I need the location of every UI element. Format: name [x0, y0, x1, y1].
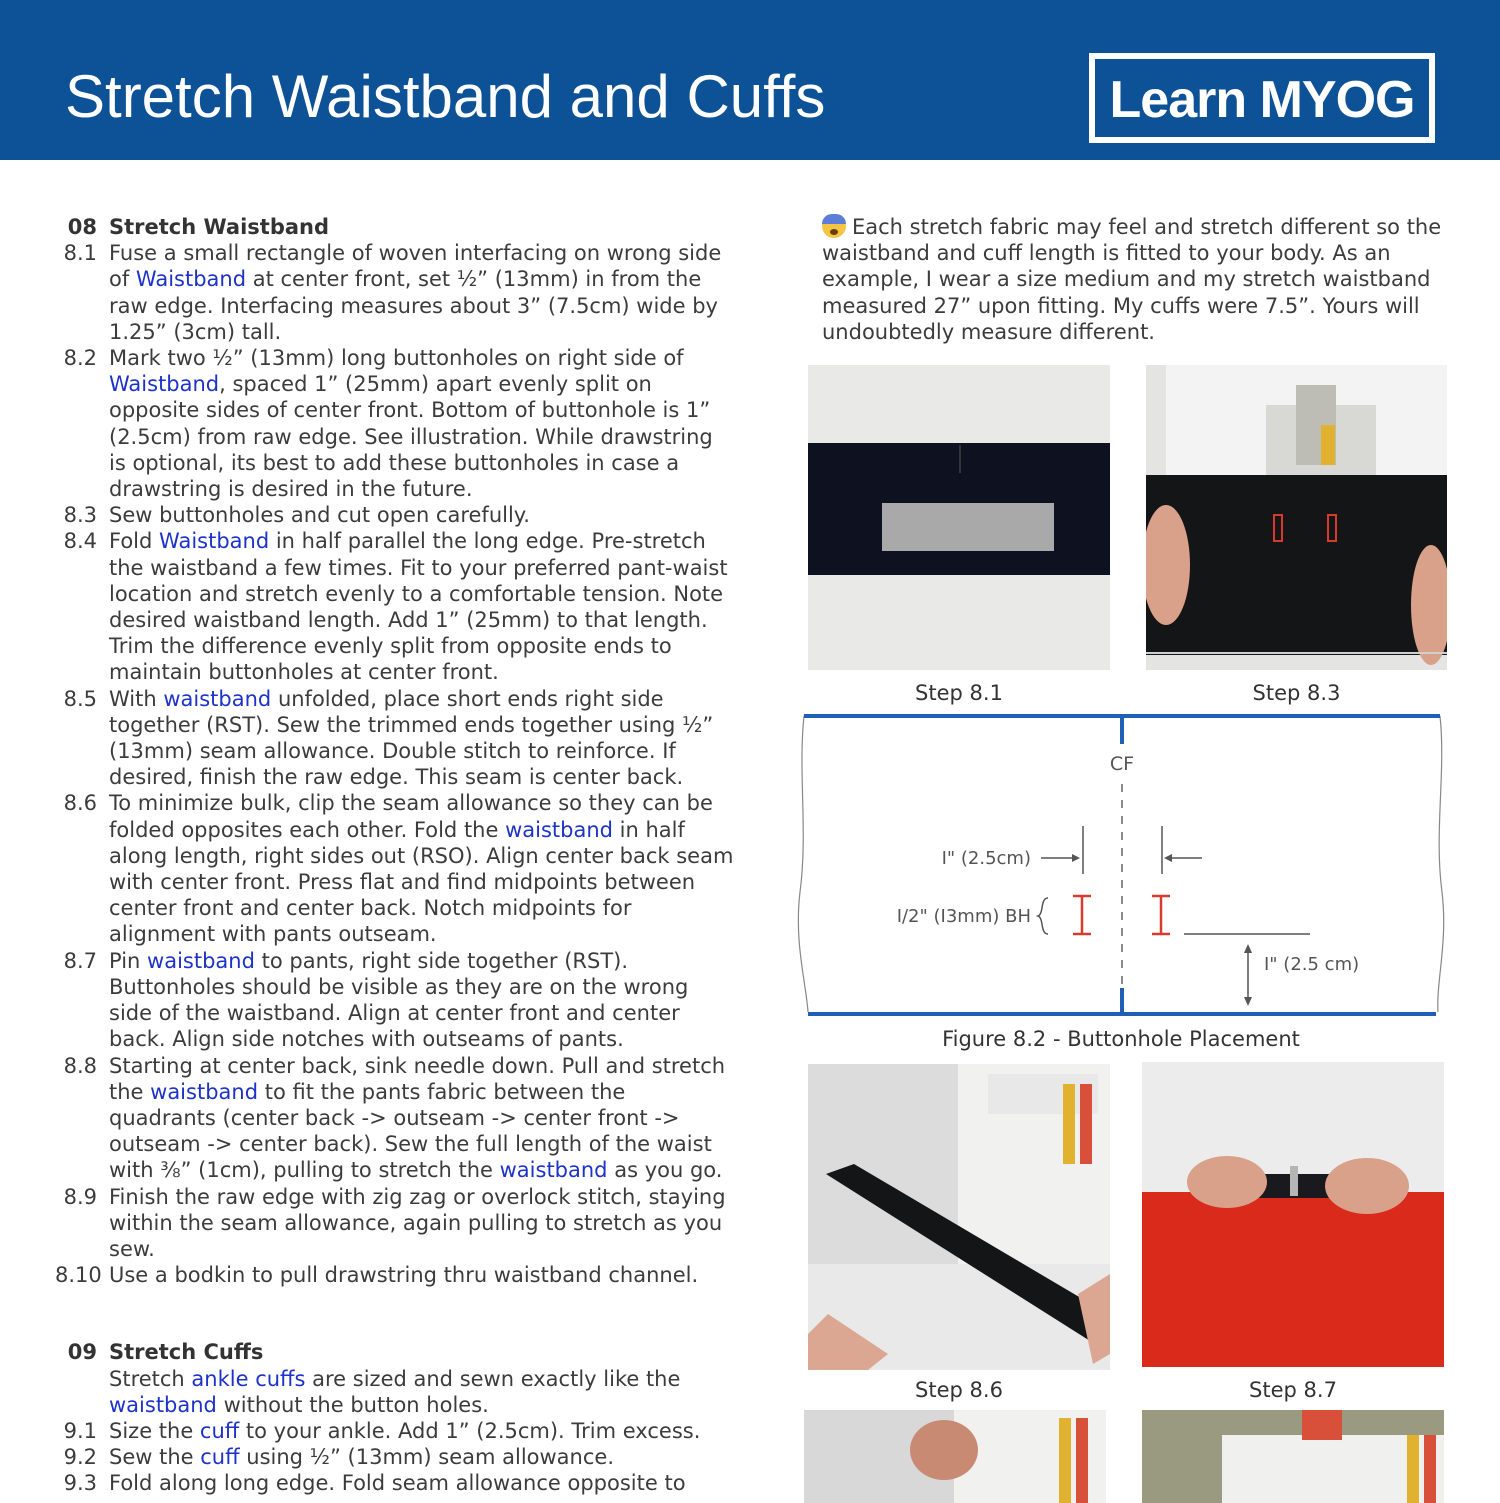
- note-text: Each stretch fabric may feel and stretch different so the waistband and cuff length is fitted to your body. As an example, I wear a size medium and my stretch waistband measured 27” upon fitting. My cuffs were 7.5”. Yours will undoubtedly measure different.: [822, 215, 1442, 344]
- pin-waistband-image: [1142, 1062, 1444, 1367]
- step-text: [109, 502, 735, 528]
- edge-distance-label: I" (2.5 cm): [1264, 954, 1360, 975]
- step-8-3-photo: [1146, 365, 1447, 670]
- step-photo-partial-right: [1142, 1410, 1444, 1503]
- page-title: Stretch Waistband and Cuffs: [65, 63, 826, 130]
- step-text: [109, 686, 735, 791]
- step-row: [55, 1444, 735, 1470]
- step-row: [55, 345, 735, 502]
- waistband-link[interactable]: Waistband: [109, 372, 220, 397]
- step-text: [109, 1262, 735, 1288]
- text: to fit the pants fabric between the quadrants (center back -> outseam -> center front -> outseam -> center back). Sew the full length of the waist with ⅜” (1cm), pulling to stretch the: [109, 1079, 712, 1183]
- text: Finish the raw edge with zig zag or overlock stitch, staying within the seam allowance, again pulling to stretch as you sew.: [109, 1184, 726, 1261]
- cuff-link[interactable]: cuff: [199, 1418, 240, 1443]
- figure-caption: Figure 8.2 - Buttonhole Placement: [942, 1027, 1300, 1051]
- learn-myog-logo[interactable]: Learn MYOG: [1089, 53, 1435, 143]
- text: Sew the: [109, 1445, 201, 1470]
- step-8-6-caption: Step 8.6: [915, 1378, 1003, 1402]
- section-title: Stretch Waistband: [109, 215, 330, 239]
- text: To minimize bulk, clip the seam allowance so they can be folded opposites each other. Fold the: [109, 791, 713, 842]
- step-number: 8.10: [55, 1263, 102, 1288]
- text: Mark two ½” (13mm) long buttonholes on right side of: [109, 346, 684, 371]
- waistband-link[interactable]: waistband: [505, 817, 613, 842]
- step-number: 9.3: [63, 1471, 97, 1496]
- step-8-3-caption: Step 8.3: [1252, 681, 1341, 705]
- step-8-1-caption: Step 8.1: [915, 681, 1003, 705]
- spacer: [55, 1314, 735, 1339]
- section-08-steps: [55, 240, 735, 1288]
- instructions-column: [55, 214, 735, 1497]
- buttonhole-placement-figure: [796, 712, 1446, 1018]
- cuff-link[interactable]: cuff: [200, 1445, 240, 1470]
- step-row: [55, 528, 735, 685]
- step-text: [109, 948, 735, 1053]
- step-text: [109, 790, 735, 947]
- overlock-partial-image: [804, 1410, 1106, 1503]
- waistband-link[interactable]: Waistband: [135, 267, 247, 292]
- section-09-steps: [55, 1418, 735, 1497]
- fitting-note: [822, 214, 1442, 345]
- page-header: [0, 0, 1500, 160]
- waistband-link[interactable]: waistband: [150, 1079, 259, 1104]
- text: to pants, right side together (RST). Buttonholes should be visible as they are on the wrong side of the waistband. Align at center front and center back. Align side notches with outseams of pants.: [109, 948, 689, 1052]
- step-text: [109, 240, 735, 345]
- step-text: [109, 1470, 735, 1496]
- text: Sew buttonholes and cut open carefully.: [109, 503, 530, 528]
- step-row: [55, 686, 735, 791]
- step-text: [109, 1418, 735, 1444]
- waistband-link[interactable]: waistband: [499, 1158, 608, 1183]
- section-08-heading: [55, 214, 735, 240]
- step-number: 8.4: [63, 529, 97, 554]
- waistband-interfacing-image: [808, 365, 1110, 670]
- waistband-link[interactable]: Waistband: [159, 529, 270, 554]
- step-number: 8.3: [63, 503, 97, 528]
- step-photo-partial-left: [804, 1410, 1106, 1503]
- step-row: [55, 1418, 735, 1444]
- section-title: Stretch Cuffs: [109, 1340, 264, 1365]
- spacer: [55, 1288, 735, 1314]
- text: to your ankle. Add 1” (2.5cm). Trim excess.: [239, 1418, 701, 1443]
- text: Fold: [109, 529, 160, 554]
- machine-partial-image: [1142, 1410, 1444, 1503]
- step-row: [55, 1053, 735, 1184]
- text: are sized and sewn exactly like the: [305, 1366, 681, 1391]
- text: Starting at center back, sink needle down. Pull and stretch the: [109, 1053, 726, 1104]
- step-8-1-photo: [808, 365, 1110, 670]
- text: in half parallel the long edge. Pre-stretch the waistband a few times. Fit to your preferred pant-waist location and stretch evenly to a comfortable tension. Note desired waistband length. Add 1” (25mm) to that length. Trim the difference evenly split from opposite ends to maintain buttonholes at center front.: [109, 529, 728, 685]
- step-number: 8.2: [63, 346, 97, 371]
- section-number: 08: [67, 215, 97, 239]
- step-number: 8.5: [63, 686, 97, 711]
- text: , spaced 1” (25mm) apart evenly split on opposite sides of center front. Bottom of buttonhole is 1” (2.5cm) from raw edge. See illustration. While drawstring is optional, its best to add these buttonholes in case a drawstring is desired in the future.: [109, 372, 713, 502]
- text: With: [109, 686, 164, 711]
- text: without the button holes.: [216, 1392, 489, 1417]
- overlock-seam-image: [808, 1064, 1110, 1370]
- step-number: 8.8: [63, 1053, 97, 1078]
- step-8-7-photo: [1142, 1062, 1444, 1367]
- step-row: [55, 502, 735, 528]
- ankle-cuffs-link[interactable]: ankle cuffs: [191, 1366, 306, 1391]
- text: in half along length, right sides out (RSO). Align center back seam with center front. Press flat and find midpoints between center front and center back. Notch midpoints for alignment with pants outseam.: [109, 817, 734, 947]
- step-row: [55, 1184, 735, 1263]
- text: using ½” (13mm) seam allowance.: [239, 1445, 614, 1470]
- step-text: [109, 1184, 735, 1263]
- buttonhole-size-label: I/2" (I3mm) BH: [896, 906, 1031, 927]
- step-text: [109, 528, 735, 685]
- step-row: [55, 790, 735, 947]
- cf-label: CF: [1109, 753, 1135, 775]
- intro-text: [109, 1366, 735, 1418]
- waistband-link[interactable]: waistband: [109, 1392, 217, 1417]
- figure-diagram: [796, 712, 1446, 1018]
- text: Pin: [109, 948, 148, 973]
- text: at center front, set ½” (13mm) in from the raw edge. Interfacing measures about 3” (7.5cm) wide by 1.25” (3cm) tall.: [109, 267, 718, 344]
- waistband-link[interactable]: waistband: [147, 948, 255, 973]
- text: Fold along long edge. Fold seam allowance opposite to: [109, 1471, 686, 1496]
- step-number: 8.1: [63, 241, 97, 266]
- step-number: 8.9: [63, 1184, 97, 1209]
- step-row: [55, 240, 735, 345]
- step-row: [55, 1262, 735, 1288]
- text: as you go.: [607, 1158, 723, 1183]
- step-text: [109, 1444, 735, 1470]
- section-number: 09: [67, 1340, 97, 1365]
- section-09-heading: [55, 1339, 735, 1365]
- step-text: [109, 1053, 735, 1184]
- text: Fuse a small rectangle of woven interfacing on wrong side of: [109, 241, 722, 292]
- step-number: 9.1: [63, 1418, 97, 1443]
- step-number: 8.7: [63, 948, 97, 973]
- step-number-empty: [55, 1366, 109, 1418]
- text: Use a bodkin to pull drawstring thru waistband channel.: [109, 1263, 699, 1288]
- waistband-link[interactable]: waistband: [163, 686, 272, 711]
- section-09-intro: [55, 1366, 735, 1418]
- step-8-7-caption: Step 8.7: [1249, 1378, 1337, 1402]
- step-row: [55, 948, 735, 1053]
- step-number: 9.2: [63, 1445, 97, 1470]
- text: Size the: [109, 1418, 200, 1443]
- step-number: 8.6: [63, 791, 97, 816]
- step-8-6-photo: [808, 1064, 1110, 1370]
- step-row: [55, 1470, 735, 1496]
- spacing-label: I" (2.5cm): [941, 848, 1031, 869]
- buttonhole-sewing-image: [1146, 365, 1447, 670]
- text: Stretch: [109, 1366, 192, 1391]
- anxious-face-icon: [822, 214, 846, 238]
- text: unfolded, place short ends right side together (RST). Sew the trimmed ends together using ½” (13mm) seam allowance. Double stitch to reinforce. If desired, finish the raw edge. This seam is center back.: [109, 686, 714, 790]
- step-text: [109, 345, 735, 502]
